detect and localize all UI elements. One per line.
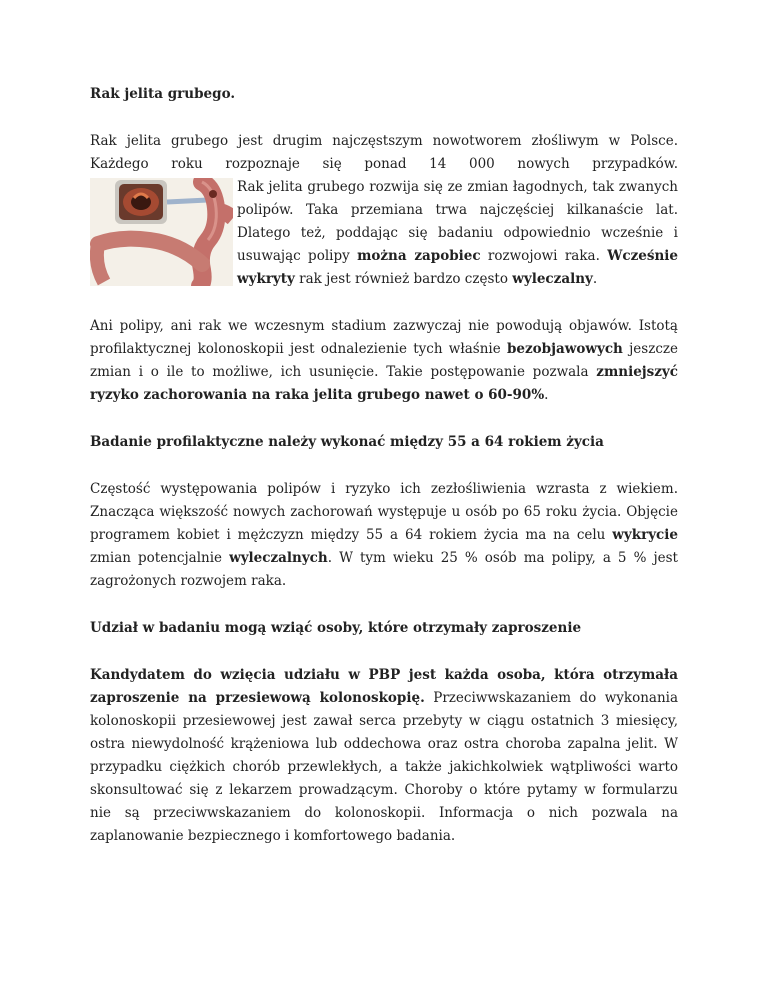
symptoms-bold-1: bezobjawowych [506,341,623,357]
age-bold-2: wyleczalnych [229,550,328,566]
symptoms-paragraph [90,315,678,407]
age-heading: Badanie profilaktyczne należy wykonać między 55 a 64 rokiem życia [90,434,604,450]
polyp-bold-1: można zapobiec [357,248,481,264]
age-text-1: Częstość występowania polipów i ryzyko ich zezłośliwienia wzrasta z wiekiem. Znacząca większość nowych zachorowań występuje u osób po 65 roku życia. Objęcie programem kobiet i mężczyzn między 55 a 64 rokiem życia ma na celu [90,481,678,543]
intro-line-1: Rak jelita grubego jest drugim najczęstszym nowotworem złośliwym w Polsce. [90,133,678,149]
age-text-2: zmian potencjalnie [90,550,230,566]
intro-line-2: Każdego roku rozpoznaje się ponad 14 000 nowych przypadków. [90,156,678,172]
document-body [90,83,678,872]
symptoms-bold-2: zmniejszyć ryzyko zachorowania na raka jelita grubego nawet o 60-90% [90,364,678,403]
symptoms-text-2: jeszcze zmian i o ile to możliwe, ich usunięcie. Takie postępowanie pozwala [90,341,678,380]
age-bold-1: wykrycie [612,527,678,543]
candidate-paragraph [90,664,678,848]
polyp-bold-3: wyleczalny [512,271,593,287]
intro-paragraph [90,130,678,176]
polyp-text-4: . [592,271,598,287]
age-text-3: . W tym wieku 25 % osób ma polipy, a 5 % jest zagrożonych rozwojem raka. [90,550,678,589]
invitation-heading: Udział w badaniu mogą wziąć osoby, które otrzymały zaproszenie [90,620,582,636]
candidate-text-1: Przeciwwskazaniem do wykonania kolonoskopii przesiewowej jest zawał serca przebyty w ciągu ostatnich 3 miesięcy, ostra niewydolność krążeniowa lub oddechowa oraz ostra choroba zapalna jelit. W przypadku ciężkich chorób przewlekłych, a także jakichkolwiek wątpliwości warto skonsultować się z lekarzem prowadzącym. Choroby o które pytamy w formularzu nie są przeciwwskazaniem do kolonoskopii. Informacja o nich pozwala na zaplanowanie bezpiecznego i komfortowego badania. [90,690,678,844]
candidate-bold-1: Kandydatem do wzięcia udziału w PBP jest każda osoba, która otrzymała zaproszenie na przesiewową kolonoskopię. [90,667,678,706]
polyp-text-2: rozwojowi raka. [480,248,608,264]
colon-illustration [90,178,233,286]
polyp-bold-2: Wcześnie wykryty [237,248,678,287]
polyp-paragraph [90,176,678,291]
symptoms-text-1: Ani polipy, ani rak we wczesnym stadium zazwyczaj nie powodują objawów. Istotą profilaktycznej kolonoskopii jest odnalezienie tych właśnie [90,318,678,357]
polyp-text-3: rak jest również bardzo często [294,271,513,287]
age-paragraph [90,478,678,593]
colon-illustration-svg [90,178,233,286]
polyp-text-1: Rak jelita grubego rozwija się ze zmian łagodnych, tak zwanych polipów. Taka przemiana trwa najczęściej kilkanaście lat. Dlatego też, poddając się badaniu odpowiednio wcześnie i usuwając polipy [237,179,678,264]
document-title: Rak jelita grubego. [90,86,236,102]
symptoms-text-3: . [544,387,549,403]
